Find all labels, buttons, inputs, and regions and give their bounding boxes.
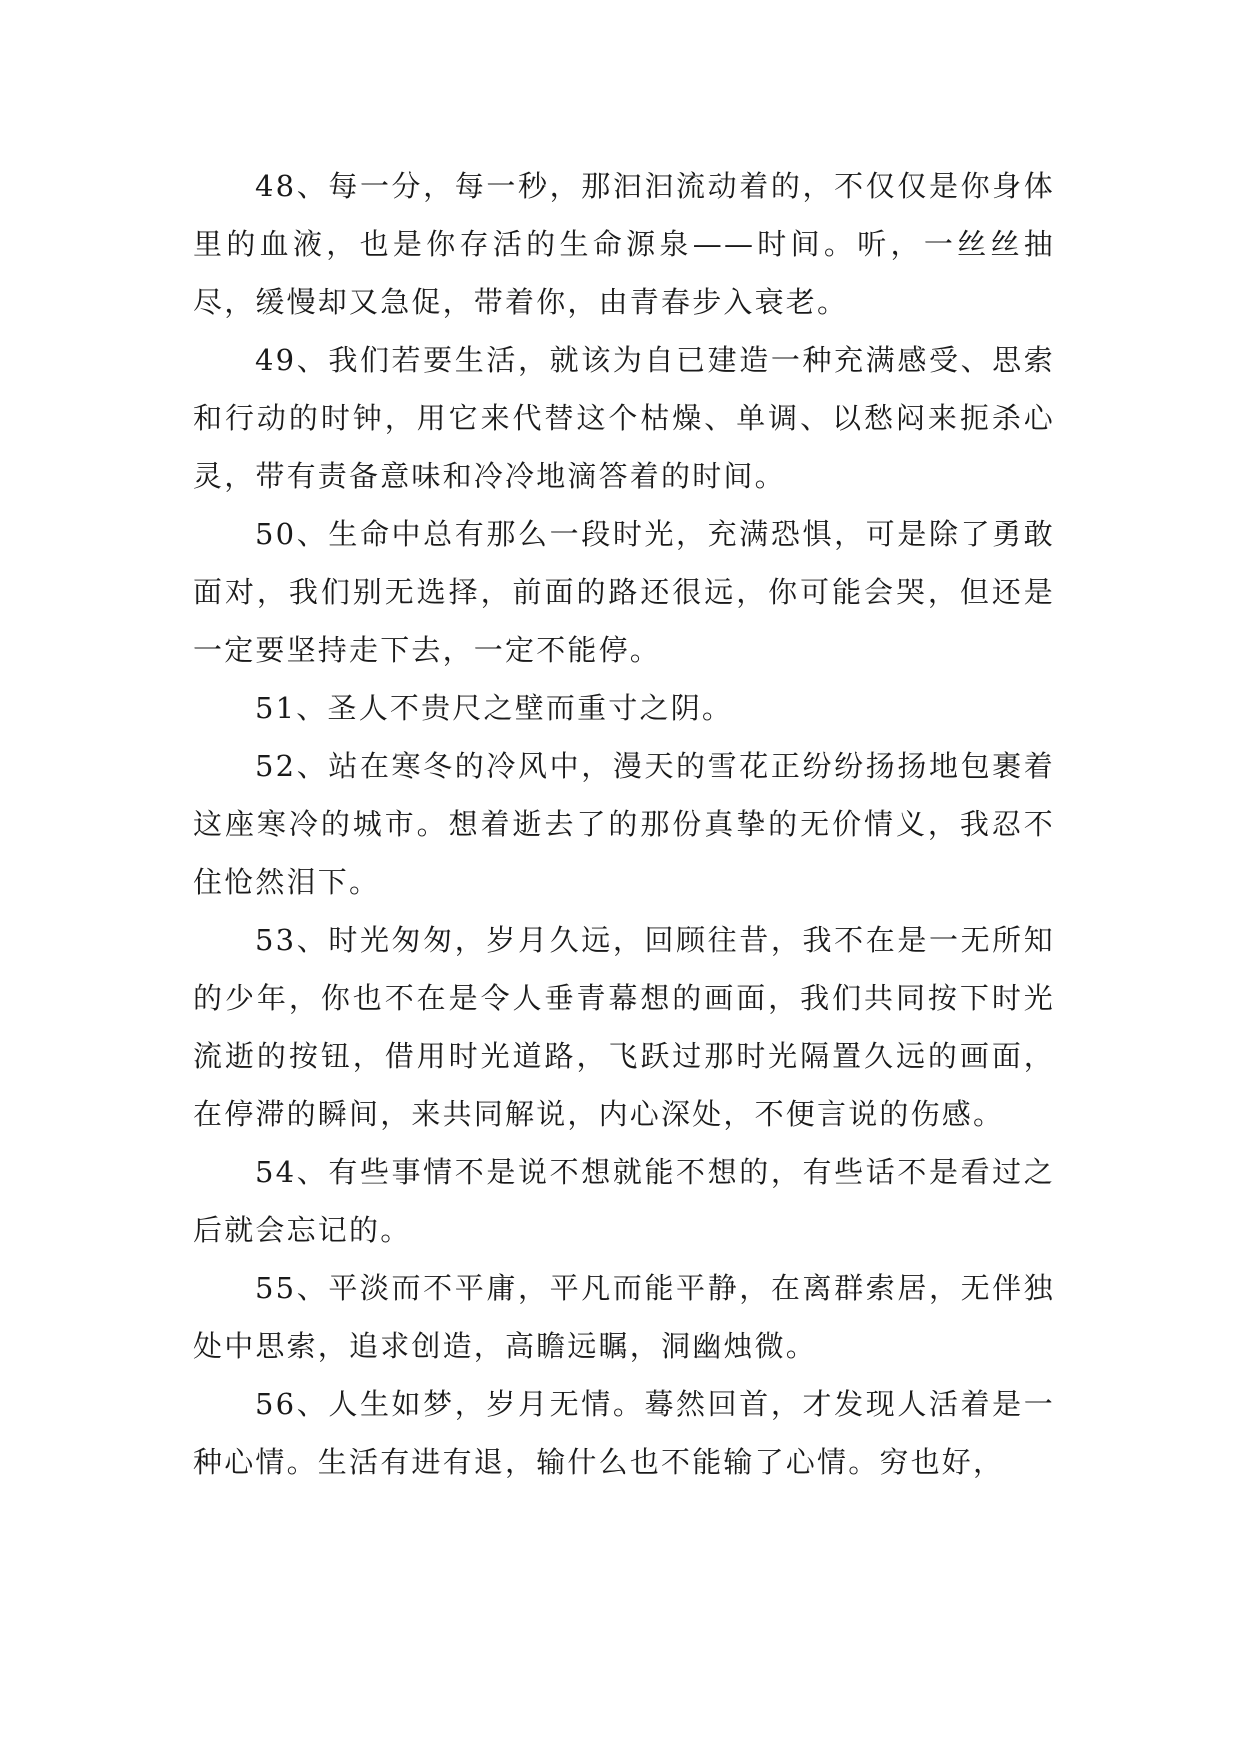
paragraph-50: 50、生命中总有那么一段时光，充满恐惧，可是除了勇敢面对，我们别无选择，前面的路还很远，你可能会哭，但还是一定要坚持走下去，一定不能停。	[193, 517, 1055, 667]
paragraph-49: 49、我们若要生活，就该为自已建造一种充满感受、思索和行动的时钟，用它来代替这个枯燥、单调、以愁闷来扼杀心灵，带有责备意味和冷冷地滴答着的时间。	[193, 343, 1055, 493]
paragraph-53: 53、时光匆匆，岁月久远，回顾往昔，我不在是一无所知的少年，你也不在是令人垂青幕想的画面，我们共同按下时光流逝的按钮，借用时光道路，飞跃过那时光隔置久远的画面，在停滞的瞬间，来共同解说，内心深处，不便言说的伤感。	[193, 923, 1055, 1131]
paragraph-56: 56、人生如梦，岁月无情。蓦然回首，才发现人活着是一种心情。生活有进有退，输什么也不能输了心情。穷也好，	[193, 1387, 1055, 1479]
paragraph-48: 48、每一分，每一秒，那汩汩流动着的，不仅仅是你身体里的血液，也是你存活的生命源泉——时间。听，一丝丝抽尽，缓慢却又急促，带着你，由青春步入衰老。	[193, 169, 1055, 319]
paragraph-54: 54、有些事情不是说不想就能不想的，有些话不是看过之后就会忘记的。	[193, 1155, 1055, 1247]
paragraph-51: 51、圣人不贵尺之壁而重寸之阴。	[255, 691, 734, 725]
document-body	[193, 157, 1055, 1491]
paragraph-52: 52、站在寒冬的冷风中，漫天的雪花正纷纷扬扬地包裹着这座寒冷的城市。想着逝去了的那份真挚的无价情义，我忍不住怆然泪下。	[193, 749, 1055, 899]
paragraph-55: 55、平淡而不平庸，平凡而能平静，在离群索居，无伴独处中思索，追求创造，高瞻远瞩，洞幽烛微。	[193, 1271, 1055, 1363]
